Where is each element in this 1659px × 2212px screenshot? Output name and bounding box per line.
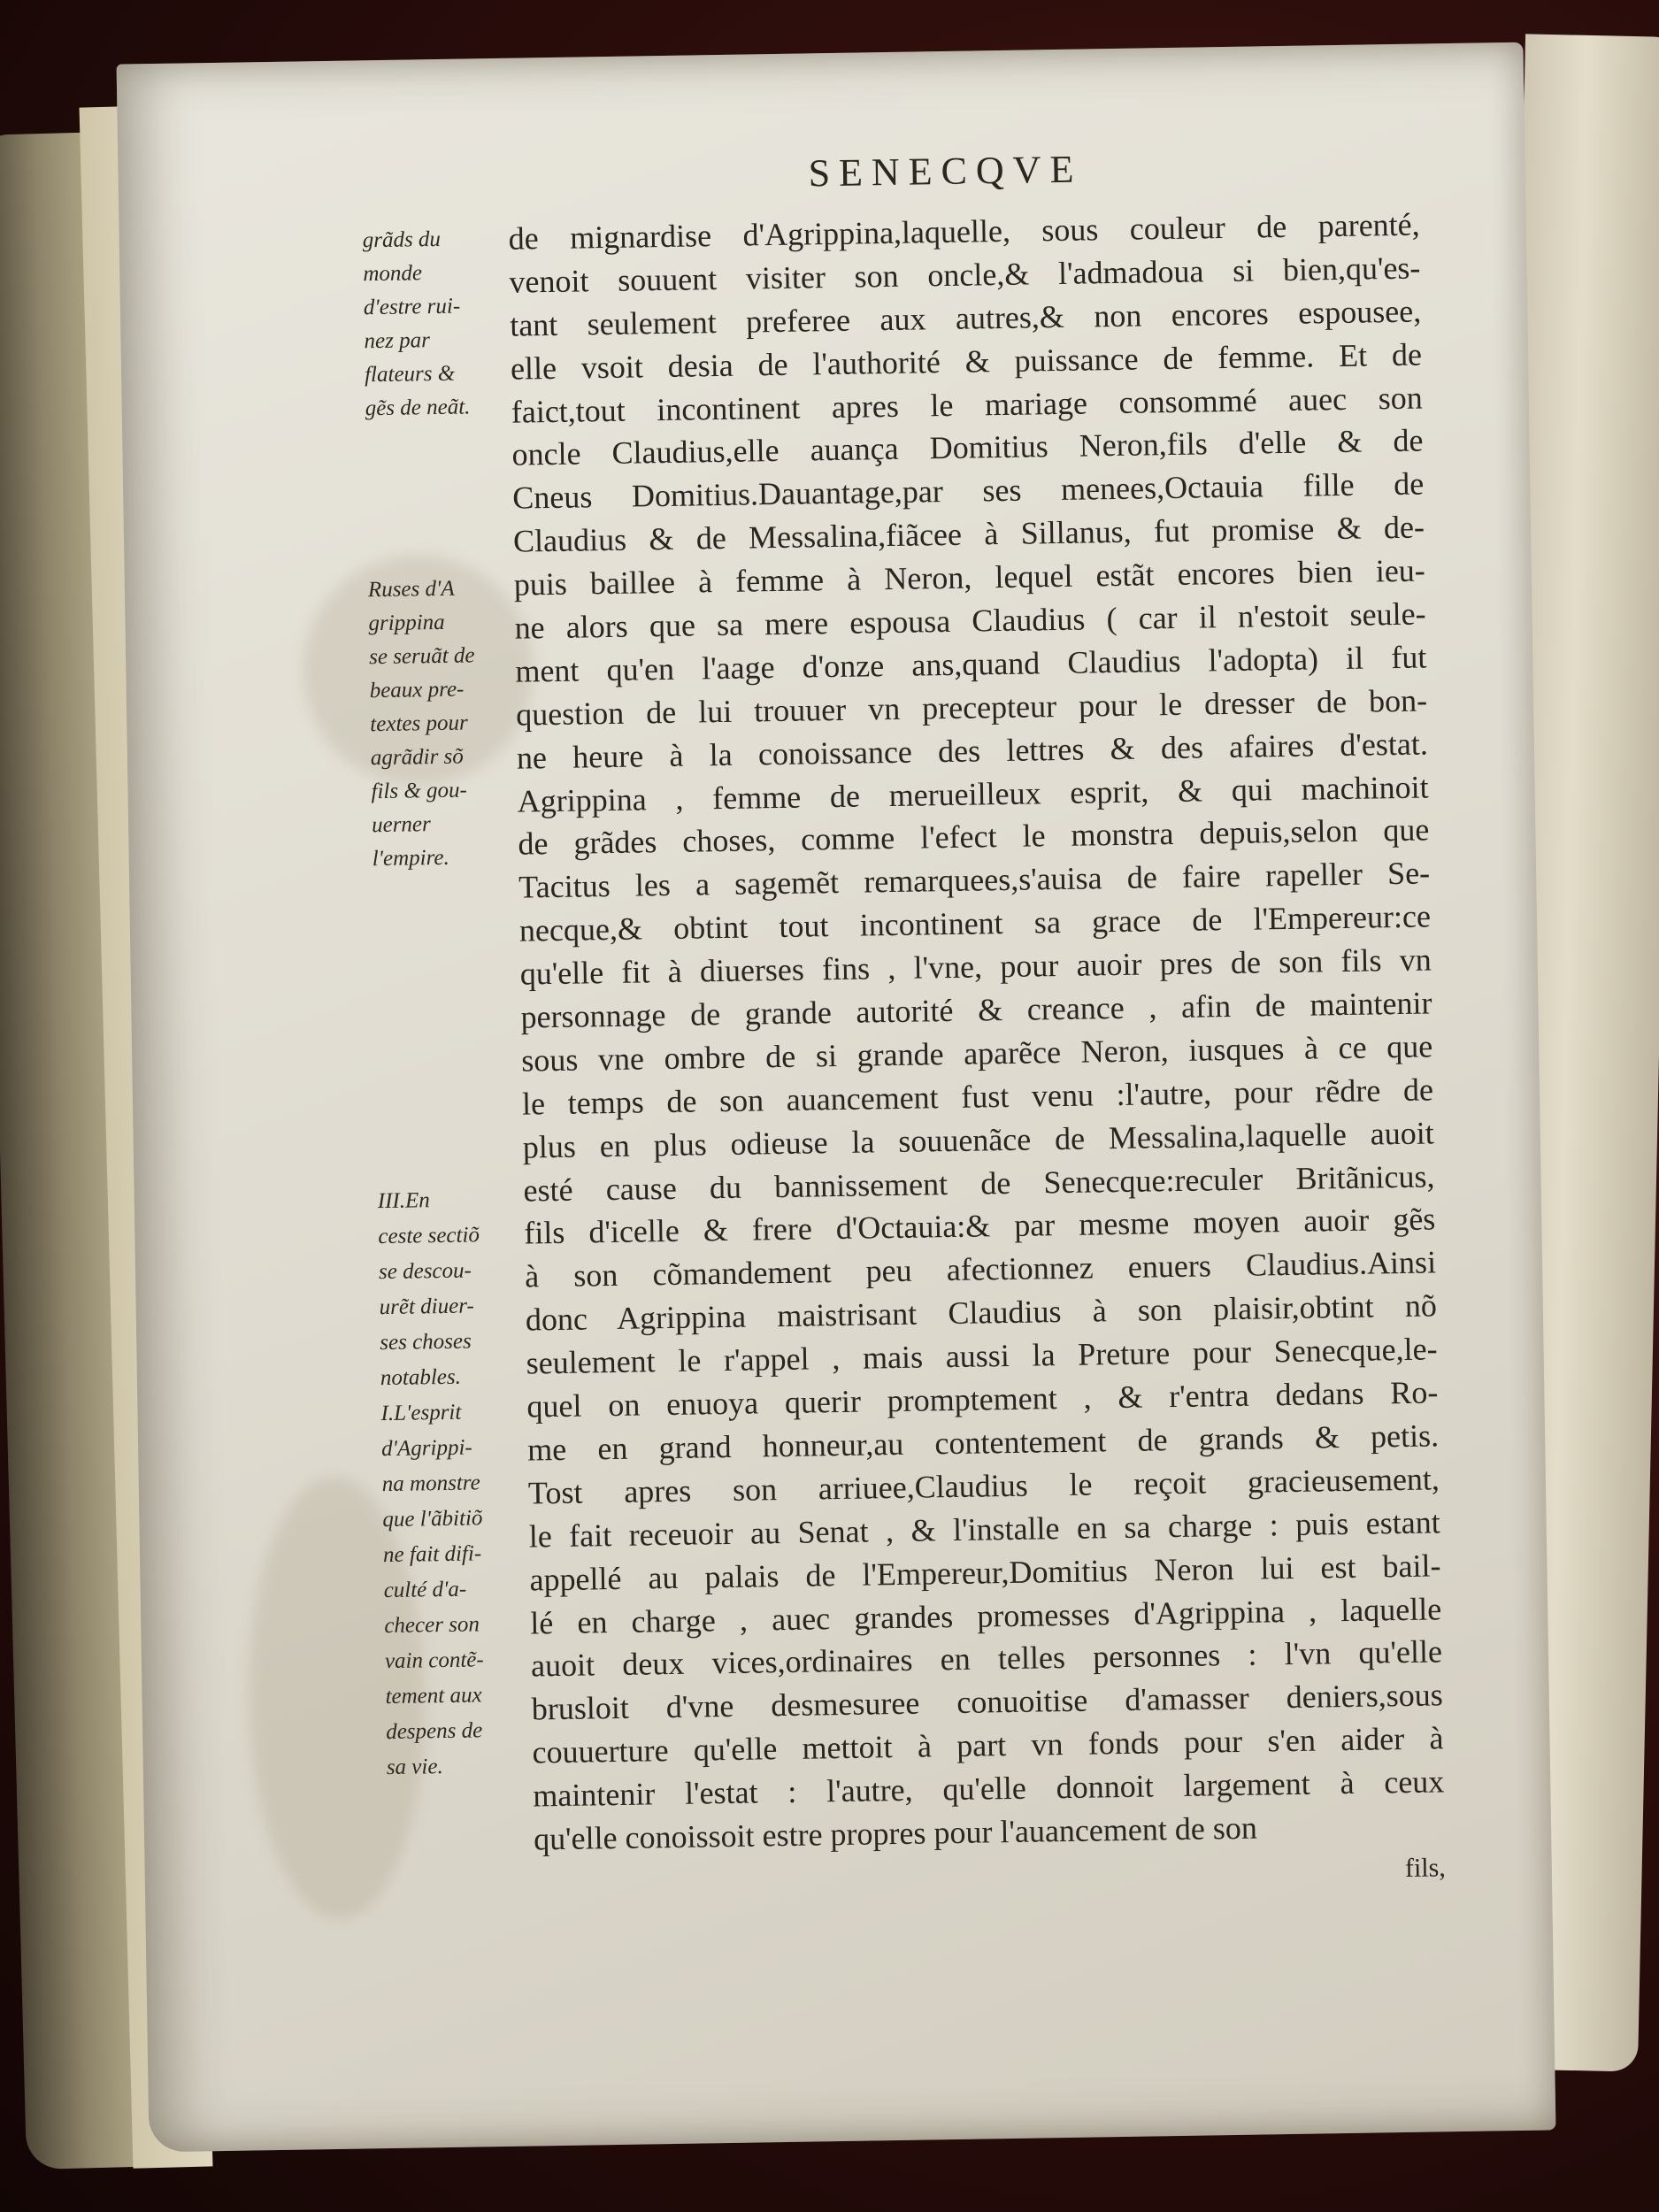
margin-note-line: vain contẽ- [384, 1647, 484, 1674]
book-page [117, 42, 1556, 2153]
margin-note-line: I.L'esprit [380, 1400, 462, 1426]
margin-note-line: ses choses [380, 1329, 472, 1356]
text-line: ne alors que sa mere espousa Claudius ( car il n'estoit seule- [514, 595, 1426, 646]
margin-note-line: ne fait difi- [382, 1541, 482, 1568]
text-line: de grãdes choses, comme l'efect le monstra depuis,selon que [518, 811, 1430, 863]
text-line: me en grand honneur,au contentement de grands & petis. [526, 1417, 1440, 1468]
margin-note-line: se seruãt de [368, 643, 475, 670]
text-line: question de lui trouuer vn precepteur pour le dresser de bon- [515, 682, 1428, 733]
text-line: qu'elle fit à diuerses fins , l'vne, pour auoir pres de son fils vn [519, 941, 1432, 992]
margin-note-line: se descou- [378, 1258, 472, 1285]
body-text [508, 204, 1446, 1905]
text-line: esté cause du bannissement de Senecque:reculer Britãnicus, [523, 1157, 1435, 1209]
margin-note-line: l'empire. [372, 845, 449, 872]
text-line: maintenir l'estat : l'autre, qu'elle donnoit largement à ceux [533, 1763, 1445, 1814]
text-line: donc Agrippina maistrisant Claudius à son plaisir,obtint nõ [525, 1287, 1438, 1338]
margin-note-line: que l'ãbitiõ [382, 1506, 483, 1532]
text-line: Tacitus les a sagemẽt remarquees,s'auisa de faire rapeller Se- [518, 855, 1431, 905]
text-line: quel on enuoya querir promptement , & r'entra dedans Ro- [526, 1374, 1439, 1425]
text-line: sous vne ombre de si grande aparẽce Neron, iusques à ce que [520, 1028, 1433, 1079]
text-line: seulement le r'appel , mais aussi la Preture pour Senecque,le- [526, 1331, 1438, 1381]
text-line: ment qu'en l'aage d'onze ans,quand Claudius l'adopta) il fut [515, 639, 1427, 689]
text-line: le temps de son auancement fust venu :l'autre, pour rẽdre de [521, 1071, 1434, 1122]
margin-note [368, 572, 518, 877]
margin-note-line: culté d'a- [383, 1577, 467, 1603]
text-line: plus en plus odieuse la souuenãce de Messalina,laquelle auoit [522, 1115, 1435, 1165]
margin-note [377, 1182, 533, 1786]
text-line: couuerture qu'elle mettoit à part vn fonds pour s'en aider à [532, 1720, 1444, 1770]
margin-note-line: Ruses d'A [367, 576, 455, 603]
margin-note-line: notables. [380, 1364, 462, 1391]
margin-notes [362, 222, 503, 1780]
running-head: SENECQVE [808, 147, 1083, 196]
text-line: qu'elle conoissoit estre propres pour l'auancement de son [533, 1809, 1258, 1857]
margin-note-line: ceste sectiõ [378, 1223, 480, 1249]
margin-note-line: monde [363, 261, 423, 287]
text-line: necque,& obtint tout incontinent sa grace de l'Empereur:ce [518, 898, 1432, 949]
margin-note-line: d'estre rui- [363, 294, 461, 320]
margin-note-line: beaux pre- [369, 677, 465, 703]
text-line: elle vsoit desia de l'authorité & puissance de femme. Et de [510, 336, 1423, 387]
text-line: Agrippina , femme de merueilleux esprit, & qui machinoit [517, 769, 1429, 819]
text-line: oncle Claudius,elle auança Domitius Neron,fils d'elle & de [511, 422, 1424, 473]
text-line: ne heure à la conoissance des lettres & des afaires d'estat. [516, 726, 1429, 776]
margin-note-line: uerner [371, 812, 431, 838]
text-line: personnage de grande autorité & creance , afin de maintenir [520, 985, 1432, 1035]
margin-note-line: agrãdir sõ [370, 744, 465, 771]
margin-note [362, 222, 511, 426]
text-line: puis baillee à femme à Neron, lequel estãt encores bien ieu- [513, 552, 1426, 603]
margin-note-line: flateurs & [364, 361, 456, 388]
text-line: Cneus Domitius.Dauantage,par ses menees,Octauia fille de [512, 465, 1425, 517]
margin-note-line: textes pour [370, 710, 468, 737]
margin-note-line: sa vie. [386, 1755, 443, 1780]
text-line: fils d'icelle & frere d'Octauia:& par mesme moyen auoir gẽs [524, 1201, 1436, 1252]
text-line: tant seulement preferee aux autres,& non encores espousee, [509, 293, 1422, 343]
text-line: brusloit d'vne desmesuree conuoitise d'amasser deniers,sous [531, 1677, 1444, 1727]
text-line: de mignardise d'Agrippina,laquelle, sous couleur de parenté, [508, 206, 1420, 257]
margin-note-line: tement aux [385, 1683, 482, 1709]
text-line: Tost apres son arriuee,Claudius le reçoit gracieusement, [527, 1461, 1440, 1511]
text-line: Claudius & de Messalina,fiãcee à Sillanus, fut promise & de- [512, 509, 1425, 559]
text-line: faict,tout incontinent apres le mariage consommé auec son [511, 380, 1423, 430]
margin-note-line: despens de [385, 1718, 483, 1745]
margin-note-line: na monstre [381, 1471, 480, 1497]
text-line: le fait receuoir au Senat , & l'installe en sa charge : puis estant [528, 1504, 1440, 1555]
text-line: auoit deux vices,ordinaires en telles personnes : l'vn qu'elle [530, 1633, 1443, 1684]
text-line: à son cõmandement peu afectionnez enuers Claudius.Ainsi [524, 1244, 1437, 1294]
margin-note-line: urẽt diuer- [379, 1294, 474, 1320]
margin-note-line: III.En [377, 1188, 430, 1214]
margin-note-line: nez par [364, 328, 431, 354]
catchword: fils, [1404, 1853, 1447, 1883]
margin-note-line: grippina [368, 610, 445, 636]
margin-note-line: fils & gou- [371, 778, 468, 804]
margin-note-line: checer son [384, 1612, 480, 1639]
margin-note-line: grãds du [362, 227, 442, 253]
text-line: venoit souuent visiter son oncle,& l'admadoua si bien,qu'es- [509, 250, 1421, 300]
margin-note-line: gẽs de neãt. [365, 395, 471, 421]
margin-note-line: d'Agrippi- [380, 1435, 472, 1462]
text-line: appellé au palais de l'Empereur,Domitius Neron lui est bail- [529, 1547, 1441, 1598]
text-line: lé en charge , auec grandes promesses d'Agrippina , laquelle [529, 1590, 1442, 1641]
